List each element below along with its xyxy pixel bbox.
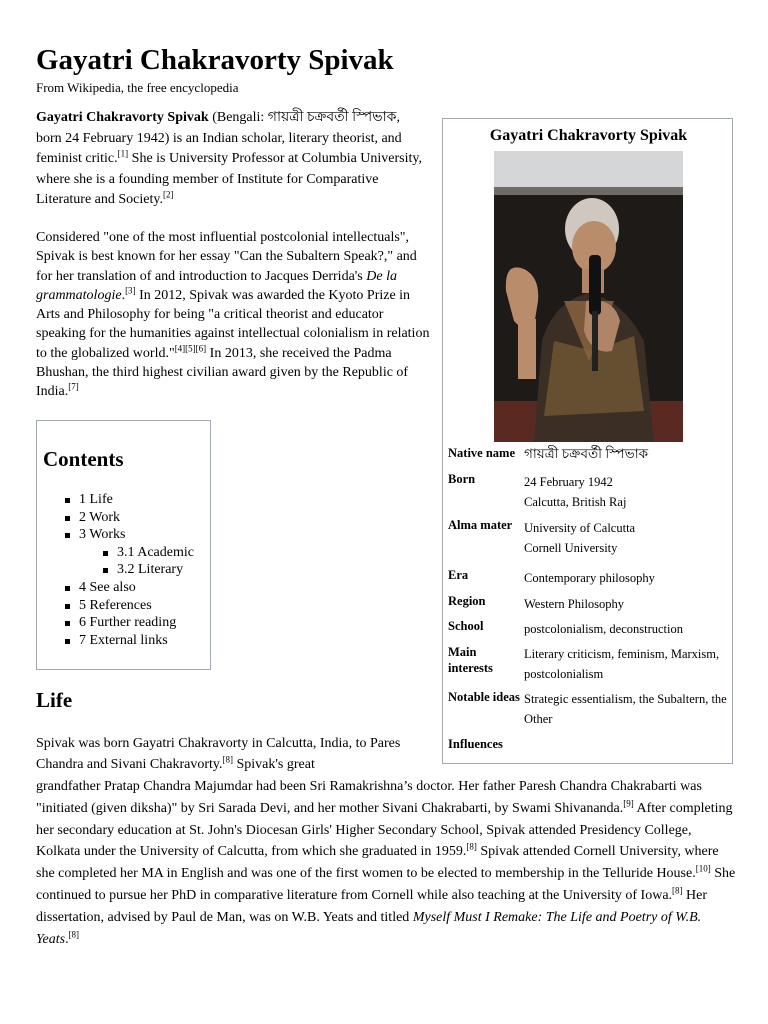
life-text-a1: Spivak was born Gayatri Chakravorty in Calcutta, India, to Pares Chandra and Sivani Chakravorty. [36,736,401,772]
page-title: Gayatri Chakravorty Spivak [36,44,394,76]
citation-link[interactable]: [8] [672,885,683,896]
infobox-label: Era [448,568,469,582]
subject-name: Gayatri Chakravorty Spivak [36,110,209,125]
toc-item-external-links[interactable]: 7 External links [63,632,194,650]
citation-link[interactable]: [8] [68,928,80,939]
infobox-value[interactable]: Western Philosophy [524,597,625,611]
citation-link[interactable]: [3] [125,285,136,296]
life-text-b1: grandfather Pratap Chandra Majumdar had been Sri Ramakrishna’s doctor. Her father Paresh Chandra Chakrabarti was "initiated (given diksha)" by Sri Sarada Devi, and her mother Sivani Chakrabarti, by Swami Shivananda. [36,779,702,816]
toc-item-literary[interactable]: 3.2 Literary [101,561,194,579]
infobox-label: Native name [448,446,515,460]
book-title-link[interactable]: De la grammatologie [36,268,397,303]
intro-paragraph-1 [36,108,428,211]
life-text-b2: After completing her secondary education at St. John's Diocesan Girls' Higher Secondary School, Spivak attended Presidency College, Kolkata under the University of Calcutta, from which she graduated in 1959. [36,800,733,860]
infobox-label: Notable ideas [448,690,520,704]
citation-link[interactable]: [7] [68,381,79,392]
intro-text-1: (Bengali: গায়ত্রী চক্রবর্তী স্পিভাক, born 24 February 1942) is an Indian scholar, literary theorist, and feminist critic. [36,110,402,166]
intro-text-2: She is University Professor at Columbia University, where she is a founding member of Institute for Comparative Literature and Society. [36,151,422,207]
citation-link[interactable]: [8] [466,841,477,852]
infobox-value[interactable]: postcolonialism, deconstruction [524,622,684,636]
table-of-contents [36,420,211,670]
life-text-b5: Her dissertation, advised by Paul de Man, was on W.B. Yeats and titled [36,887,708,925]
infobox-label: Main interests [448,645,493,675]
birth-place-link[interactable]: Calcutta, British Raj [524,495,627,509]
toc-item-academic[interactable]: 3.1 Academic [101,544,194,562]
life-paragraph-body [36,776,736,950]
toc-item-life[interactable]: 1 Life [63,491,194,509]
citation-link[interactable]: [9] [623,798,634,809]
infobox-label: Region [448,594,486,608]
infobox-value[interactable]: Strategic essentialism, the Subaltern, the Other [524,692,727,726]
page-subtitle: From Wikipedia, the free encyclopedia [36,80,239,95]
citation-link[interactable]: [8] [222,754,233,765]
toc-item-references[interactable]: 5 References [63,597,194,615]
toc-item-further-reading[interactable]: 6 Further reading [63,614,194,632]
toc-item-see-also[interactable]: 4 See also [63,579,194,597]
intro-paragraph-2 [36,228,430,402]
toc-item-works[interactable] [63,526,194,579]
toc-sublist [101,544,194,579]
infobox-label: Influences [448,737,503,751]
infobox-label: Born [448,472,476,486]
infobox-value [524,472,732,512]
infobox-label: Alma mater [448,518,513,532]
infobox-title: Gayatri Chakravorty Spivak [489,127,688,144]
toc-list [63,491,194,649]
section-heading-life: Life [36,688,73,712]
intro2-text-4: In 2013, she received the Padma Bhushan, the third highest civilian award given by the Republic of India. [36,345,409,400]
portrait-photo[interactable] [494,151,683,442]
toc-item-label: 3 Works [79,527,126,543]
infobox-value: গায়ত্রী চক্রবর্তী স্পিভাক [524,446,649,461]
infobox [442,118,733,764]
dissertation-title: Myself Must I Remake: The Life and Poetry of W.B. Yeats [36,909,702,947]
life-text-b3: Spivak attended Cornell University, where she completed her MA in English and was one of the first women to be elected to membership in the Telluride House. [36,844,719,882]
alma-mater-link[interactable]: University of Calcutta [524,521,636,535]
intro2-text-1: Considered "one of the most influential postcolonial intellectuals", Spivak is best known for her essay "Can the Subaltern Speak?," and for her translation of and introduction to Jacques Derrida's [36,230,417,284]
toc-title: Contents [43,447,124,471]
alma-mater-link[interactable]: Cornell University [524,541,618,555]
toc-item-work[interactable]: 2 Work [63,509,194,527]
infobox-label: School [448,619,484,633]
citation-link[interactable]: [10] [695,863,711,874]
infobox-value[interactable]: Contemporary philosophy [524,571,655,585]
infobox-value[interactable]: Literary criticism, feminism, Marxism, postcolonialism [524,647,720,681]
intro2-text-3: In 2012, Spivak was awarded the Kyoto Prize in Arts and Philosophy for being "a critical theorist and educator speaking for the humanities against intellectual colonialism in relation to the globalized world." [36,287,430,361]
life-text-a2: Spivak's great [233,756,315,772]
life-text-b6: . [65,931,69,947]
infobox-value [524,518,732,558]
intro2-text-2: . [121,287,126,303]
citation-link[interactable]: [2] [162,189,174,200]
birth-date: 24 February 1942 [524,475,613,489]
life-text-b4: She continued to pursue her PhD in comparative literature from Cornell while also teaching at the University of Iowa. [36,866,736,903]
citation-link[interactable]: [1] [117,148,129,159]
citation-link[interactable]: [4][5][6] [174,343,207,354]
life-paragraph-top [36,734,436,776]
